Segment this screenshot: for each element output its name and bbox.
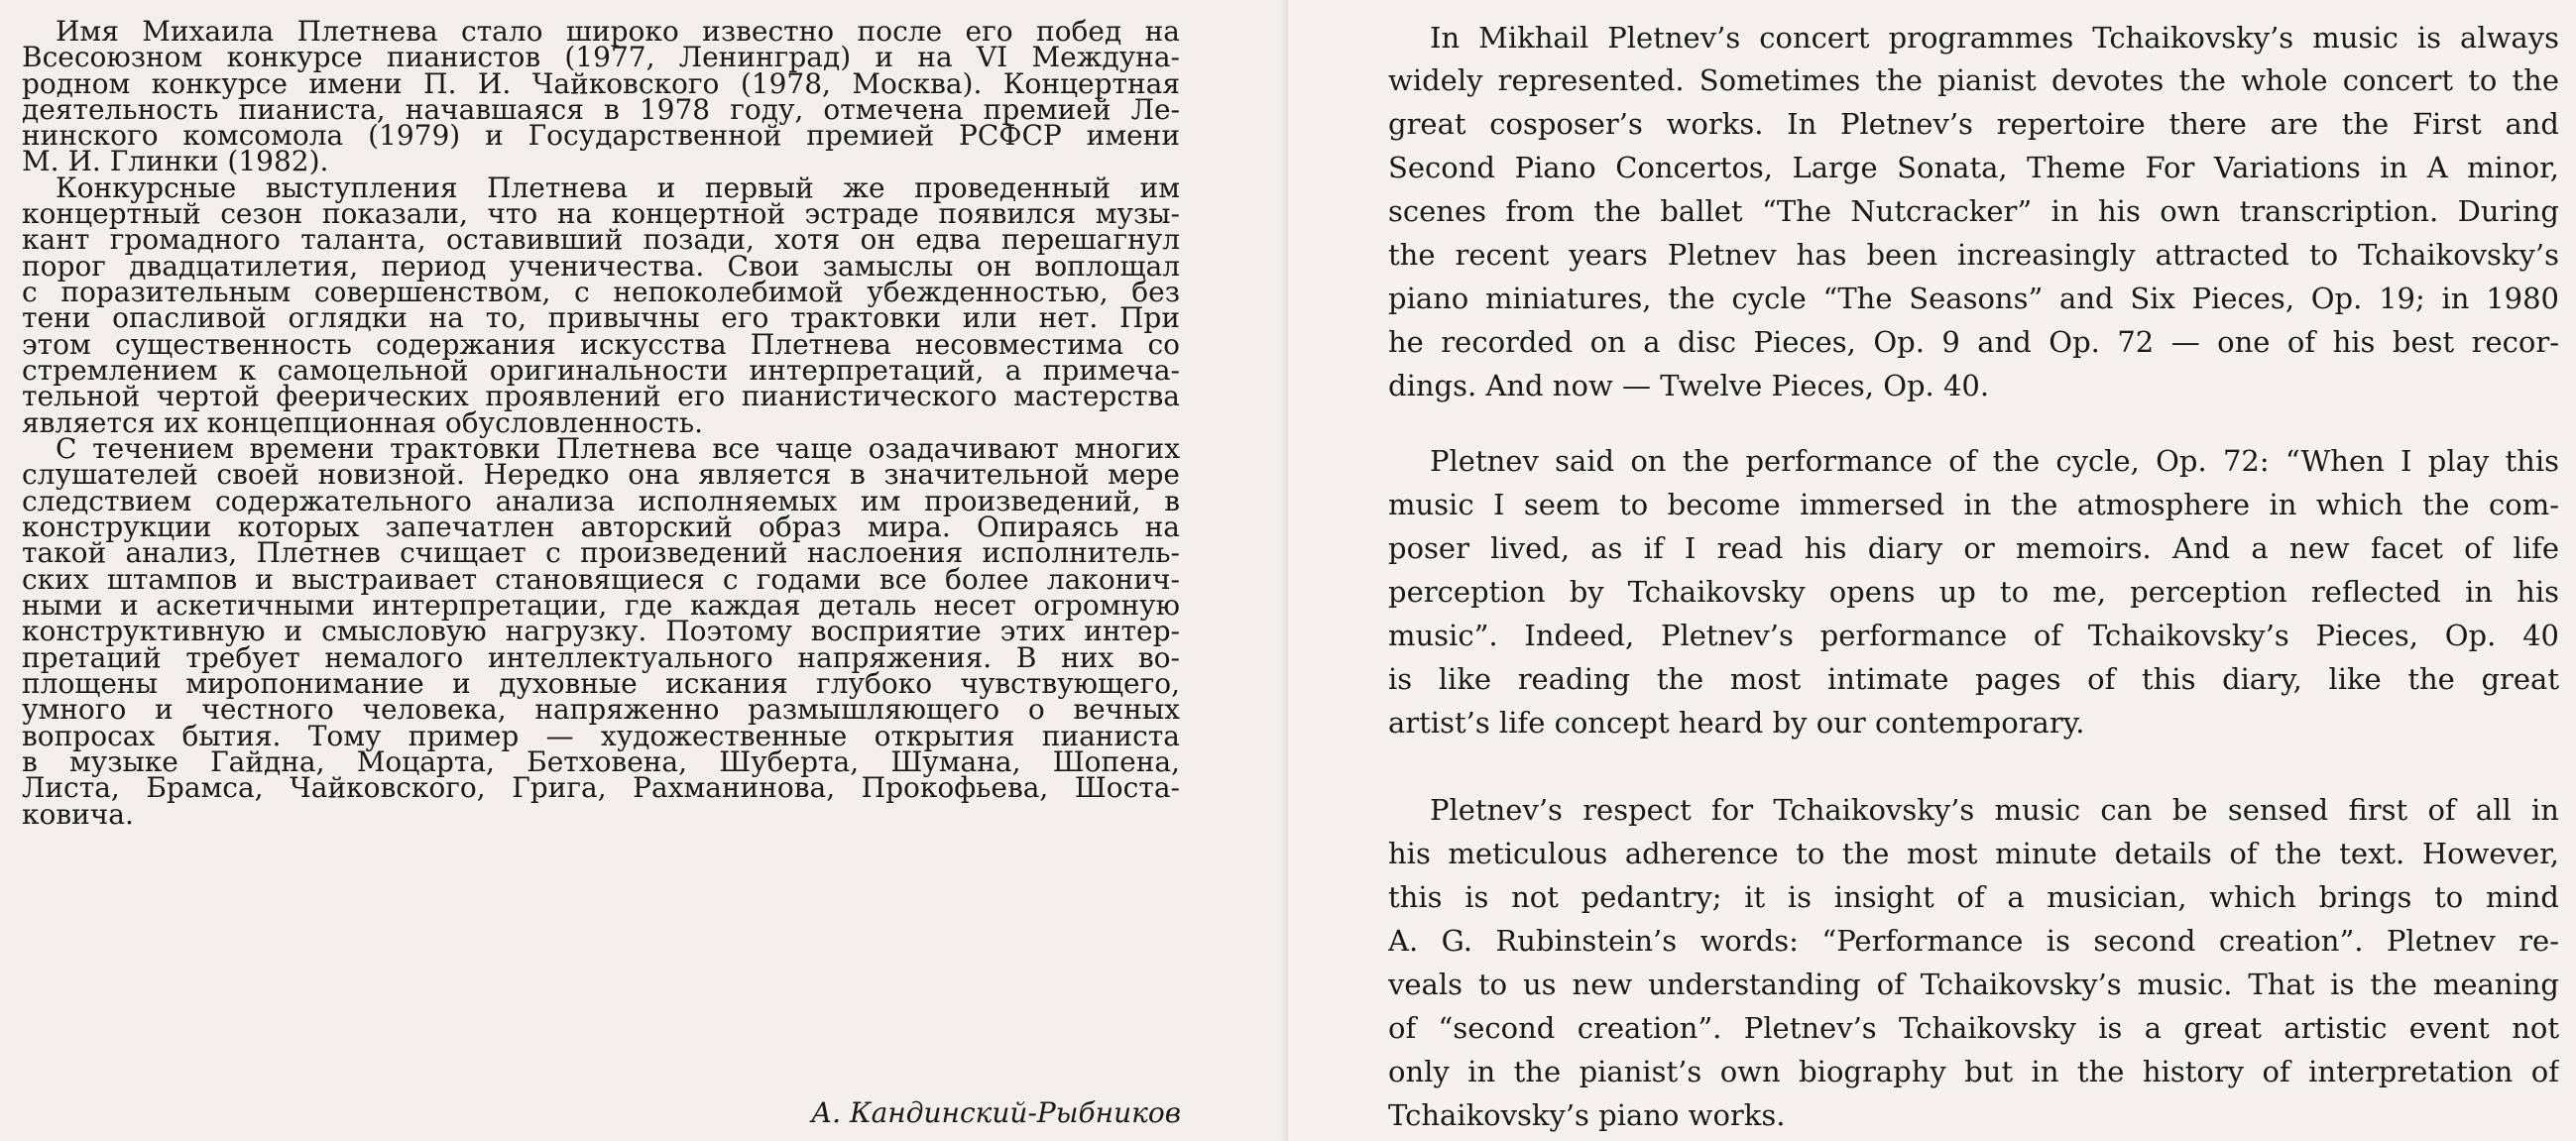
ru-line: этом существенность содержания искусства Плетнева несовместима со [22, 328, 1180, 361]
ru-line: конструктивную и смысловую нагрузку. Поэтому восприятие этих интер- [22, 615, 1180, 647]
ru-line: кант громадного таланта, оставивший позади, хотя он едва перешагнул [22, 223, 1180, 256]
en-line: the recent years Pletnev has been increasingly attracted to Tchaikovsky’s [1388, 238, 2559, 272]
ru-line: вопросах бытия. Тому пример — художественные открытия пианиста [22, 720, 1180, 752]
en-line: poser lived, as if I read his diary or memoirs. And a new facet of life [1388, 531, 2559, 565]
ru-line: порог двадцатилетия, период ученичества. Свои замыслы он воплощал [22, 250, 1180, 283]
ru-line: слушателей своей новизной. Нередко она является в значительной мере [22, 458, 1180, 491]
ru-line: ских штампов и выстраивает становящиеся с годами все более лаконич- [22, 563, 1180, 596]
author-signature: А. Кандинский-Рыбников [810, 1096, 1181, 1129]
en-line: great cosposer’s works. In Pletnev’s repertoire there are the First and [1388, 107, 2559, 141]
ru-line: концертный сезон показали, что на концертной эстраде появился музы- [22, 197, 1180, 230]
en-line: dings. And now — Twelve Pieces, Op. 40. [1388, 369, 1990, 402]
ru-line: ковича. [22, 798, 134, 831]
en-line: Tchaikovsky’s piano works. [1388, 1098, 1786, 1132]
ru-line: Листа, Брамса, Чайковского, Грига, Рахманинова, Прокофьева, Шоста- [22, 771, 1180, 804]
ru-line: тельной чертой феерических проявлений его пианистического мастерства [22, 380, 1180, 412]
ru-line: М. И. Глинки (1982). [22, 145, 329, 177]
ru-line: умного и честного человека, напряженно размышляющего о вечных [22, 693, 1180, 726]
en-line: widely represented. Sometimes the pianist devotes the whole concert to the [1388, 63, 2559, 97]
en-line: his meticulous adherence to the most minute details of the text. However, [1388, 837, 2559, 870]
en-line: veals to us new understanding of Tchaikovsky’s music. That is the meaning [1388, 968, 2559, 1001]
ru-line: такой анализ, Плетнев счищает с произведений наслоения исполнитель- [22, 536, 1180, 569]
ru-line: с поразительным совершенством, с непоколебимой убежденностью, без [22, 276, 1180, 308]
en-line: artist’s life concept heard by our contemporary. [1388, 706, 2085, 740]
ru-line: Имя Михаила Плетнева стало широко известно после его побед на [56, 15, 1180, 48]
ru-line: в музыке Гайдна, Моцарта, Бетховена, Шуберта, Шумана, Шопена, [22, 745, 1180, 778]
ru-line: родном конкурсе имени П. И. Чайковского (1978, Москва). Концертная [22, 67, 1180, 100]
en-line: Pletnev said on the performance of the cycle, Op. 72: “When I play this [1430, 444, 2559, 478]
en-line: Second Piano Concertos, Large Sonata, Theme For Variations in A minor, [1388, 151, 2559, 184]
en-line: scenes from the ballet “The Nutcracker” in his own transcription. During [1388, 194, 2559, 228]
en-line: A. G. Rubinstein’s words: “Performance is second creation”. Pletnev re- [1388, 924, 2559, 958]
en-line: piano miniatures, the cycle “The Seasons” and Six Pieces, Op. 19; in 1980 [1388, 282, 2559, 315]
ru-line: тени опасливой оглядки на то, привычны его трактовки или нет. При [22, 301, 1180, 334]
ru-line: Всесоюзном конкурсе пианистов (1977, Ленинград) и на VI Междуна- [22, 41, 1180, 73]
ru-line: конструкции которых запечатлен авторский образ мира. Опираясь на [22, 511, 1180, 543]
en-line: In Mikhail Pletnev’s concert programmes Tchaikovsky’s music is always [1430, 21, 2559, 55]
ru-line: нинского комсомола (1979) и Государственной премией РСФСР имени [22, 119, 1180, 152]
ru-line: претаций требует немалого интеллектуального напряжения. В них во- [22, 641, 1180, 674]
en-line: Pletnev’s respect for Tchaikovsky’s music can be sensed first of all in [1430, 793, 2559, 827]
ru-line: площены миропонимание и духовные искания глубоко чувствующего, [22, 667, 1180, 700]
en-line: this is not pedantry; it is insight of a musician, which brings to mind [1388, 880, 2559, 914]
en-line: music I seem to become immersed in the atmosphere in which the com- [1388, 488, 2559, 521]
ru-line: следствием содержательного анализа исполняемых им произведений, в [22, 485, 1180, 517]
ru-line: стремлением к самоцельной оригинальности интерпретаций, а примеча- [22, 354, 1180, 387]
ru-line: Конкурсные выступления Плетнева и первый же проведенный им [56, 171, 1180, 204]
en-line: he recorded on a disc Pieces, Op. 9 and Op. 72 — one of his best recor- [1388, 325, 2559, 359]
en-line: of “second creation”. Pletnev’s Tchaikovsky is a great artistic event not [1388, 1011, 2559, 1045]
english-text-page [1288, 0, 2576, 1141]
ru-line: является их концепционная обусловленность. [22, 406, 704, 439]
ru-line: С течением времени трактовки Плетнева все чаще озадачивают многих [56, 432, 1180, 465]
en-line: only in the pianist’s own biography but in the history of interpretation of [1388, 1055, 2559, 1088]
en-line: music”. Indeed, Pletnev’s performance of Tchaikovsky’s Pieces, Op. 40 [1388, 619, 2559, 652]
ru-line: ными и аскетичными интерпретации, где каждая деталь несет огромную [22, 589, 1180, 622]
ru-line: деятельность пианиста, начавшаяся в 1978 году, отмечена премией Ле- [22, 93, 1180, 126]
en-line: perception by Tchaikovsky opens up to me, perception reflected in his [1388, 575, 2559, 609]
en-line: is like reading the most intimate pages of this diary, like the great [1388, 662, 2559, 696]
